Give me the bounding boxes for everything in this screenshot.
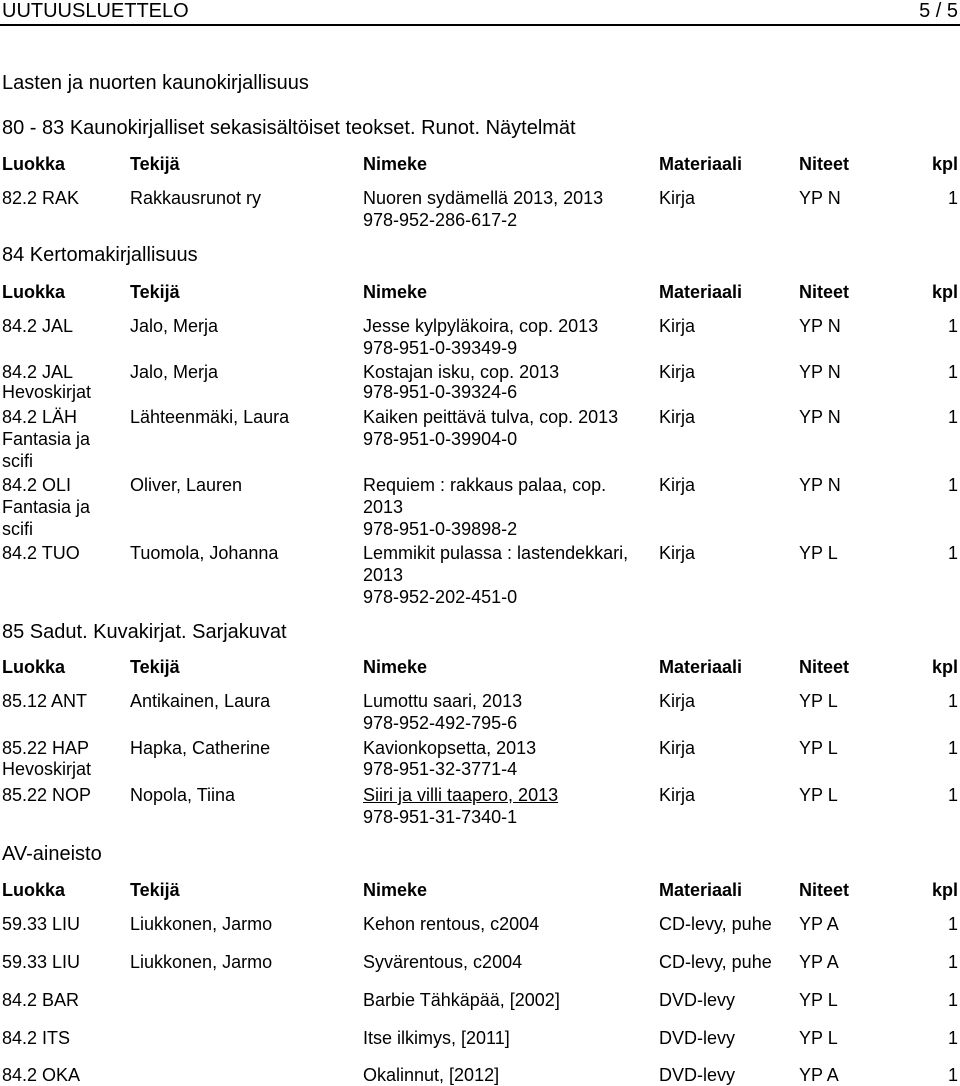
luokka: 84.2 ITS xyxy=(2,1028,71,1048)
luokka: 84.2 BAR xyxy=(2,990,80,1010)
nimeke: Kaiken peittävä tulva, cop. 2013 xyxy=(363,407,619,427)
col-kpl: kpl xyxy=(931,282,958,302)
col-materiaali: Materiaali xyxy=(659,282,743,302)
col-tekija: Tekijä xyxy=(130,282,180,302)
tekija: Jalo, Merja xyxy=(130,316,219,336)
isbn: 978-951-0-39349-9 xyxy=(363,338,518,358)
materiaali: Kirja xyxy=(659,362,696,382)
kpl: 1 xyxy=(947,691,958,711)
kpl: 1 xyxy=(947,738,958,758)
kpl: 1 xyxy=(947,543,958,563)
col-kpl: kpl xyxy=(931,657,958,677)
isbn: 978-952-202-451-0 xyxy=(363,587,518,607)
col-niteet: Niteet xyxy=(799,282,850,302)
tekija: Antikainen, Laura xyxy=(130,691,271,711)
col-nimeke: Nimeke xyxy=(363,657,428,677)
niteet: YP L xyxy=(799,691,838,711)
tekija: Jalo, Merja xyxy=(130,362,219,382)
isbn: 978-951-0-39324-6 xyxy=(363,382,518,402)
tekija: Lähteenmäki, Laura xyxy=(130,407,290,427)
materiaali: DVD-levy xyxy=(659,990,736,1010)
tekija: Nopola, Tiina xyxy=(130,785,236,805)
col-kpl: kpl xyxy=(931,880,958,900)
nimeke: Syvärentous, c2004 xyxy=(363,952,523,972)
luokka: 84.2 JAL xyxy=(2,362,74,382)
kpl: 1 xyxy=(947,362,958,382)
col-luokka: Luokka xyxy=(2,154,66,174)
col-luokka: Luokka xyxy=(2,657,66,677)
nimeke: Barbie Tähkäpää, [2002] xyxy=(363,990,560,1010)
niteet: YP L xyxy=(799,785,838,805)
nimeke: Requiem : rakkaus palaa, cop. xyxy=(363,475,607,495)
materiaali: Kirja xyxy=(659,738,696,758)
niteet: YP N xyxy=(799,362,841,382)
section-title: AV-aineisto xyxy=(2,843,102,865)
luokka: 84.2 OKA xyxy=(2,1065,81,1085)
tekija: Hapka, Catherine xyxy=(130,738,271,758)
section-title: 85 Sadut. Kuvakirjat. Sarjakuvat xyxy=(2,621,287,643)
col-materiaali: Materiaali xyxy=(659,880,743,900)
col-luokka: Luokka xyxy=(2,880,66,900)
col-tekija: Tekijä xyxy=(130,657,180,677)
isbn: 978-951-0-39904-0 xyxy=(363,429,518,449)
nimeke-cont: 2013 xyxy=(363,497,404,517)
kpl: 1 xyxy=(947,1028,958,1048)
col-luokka: Luokka xyxy=(2,282,66,302)
nimeke: Kehon rentous, c2004 xyxy=(363,914,540,934)
luokka: 85.12 ANT xyxy=(2,691,88,711)
materiaali: Kirja xyxy=(659,316,696,336)
tekija: Liukkonen, Jarmo xyxy=(130,914,273,934)
materiaali: Kirja xyxy=(659,691,696,711)
luokka: 59.33 LIU xyxy=(2,914,81,934)
tekija: Tuomola, Johanna xyxy=(130,543,279,563)
niteet: YP A xyxy=(799,914,839,934)
col-nimeke: Nimeke xyxy=(363,880,428,900)
nimeke: Lemmikit pulassa : lastendekkari, xyxy=(363,543,629,563)
materiaali: Kirja xyxy=(659,543,696,563)
kpl: 1 xyxy=(947,914,958,934)
materiaali: CD-levy, puhe xyxy=(659,952,772,972)
genre: Fantasia ja xyxy=(2,497,91,517)
nimeke: Okalinnut, [2012] xyxy=(363,1065,500,1085)
nimeke: Itse ilkimys, [2011] xyxy=(363,1028,510,1048)
kpl: 1 xyxy=(947,785,958,805)
materiaali: DVD-levy xyxy=(659,1028,736,1048)
nimeke: Nuoren sydämellä 2013, 2013 xyxy=(363,188,604,208)
materiaali: Kirja xyxy=(659,785,696,805)
materiaali: CD-levy, puhe xyxy=(659,914,772,934)
luokka: 84.2 OLI xyxy=(2,475,72,495)
genre: Hevoskirjat xyxy=(2,382,92,402)
nimeke: Jesse kylpyläkoira, cop. 2013 xyxy=(363,316,599,336)
niteet: YP L xyxy=(799,990,838,1010)
niteet: YP A xyxy=(799,1065,839,1085)
page-header xyxy=(0,0,960,24)
luokka: 84.2 LÄH xyxy=(2,407,78,427)
kpl: 1 xyxy=(947,407,958,427)
materiaali: DVD-levy xyxy=(659,1065,736,1085)
col-tekija: Tekijä xyxy=(130,154,180,174)
kpl: 1 xyxy=(947,990,958,1010)
niteet: YP N xyxy=(799,188,841,208)
col-kpl: kpl xyxy=(931,154,958,174)
col-nimeke: Nimeke xyxy=(363,282,428,302)
nimeke: Kostajan isku, cop. 2013 xyxy=(363,362,560,382)
isbn: 978-951-32-3771-4 xyxy=(363,759,518,779)
section-title: 80 - 83 Kaunokirjalliset sekasisältöiset teokset. Runot. Näytelmät xyxy=(2,117,576,139)
col-niteet: Niteet xyxy=(799,880,850,900)
niteet: YP N xyxy=(799,316,841,336)
luokka: 82.2 RAK xyxy=(2,188,80,208)
kpl: 1 xyxy=(947,1065,958,1085)
col-niteet: Niteet xyxy=(799,154,850,174)
tekija: Oliver, Lauren xyxy=(130,475,243,495)
niteet: YP L xyxy=(799,738,838,758)
isbn: 978-951-31-7340-1 xyxy=(363,807,518,827)
genre: Fantasia ja xyxy=(2,429,91,449)
catalog-title: UUTUUSLUETTELO xyxy=(2,0,189,22)
materiaali: Kirja xyxy=(659,407,696,427)
niteet: YP L xyxy=(799,543,838,563)
luokka: 84.2 TUO xyxy=(2,543,80,563)
isbn: 978-952-286-617-2 xyxy=(363,210,518,230)
nimeke-cont: 2013 xyxy=(363,565,404,585)
genre-cont: scifi xyxy=(2,451,33,471)
materiaali: Kirja xyxy=(659,475,696,495)
niteet: YP N xyxy=(799,407,841,427)
niteet: YP N xyxy=(799,475,841,495)
tekija: Rakkausrunot ry xyxy=(130,188,262,208)
nimeke: Siiri ja villi taapero, 2013 xyxy=(363,785,559,805)
genre-cont: scifi xyxy=(2,519,33,539)
audience-heading: Lasten ja nuorten kaunokirjallisuus xyxy=(2,72,309,94)
isbn: 978-951-0-39898-2 xyxy=(363,519,518,539)
genre: Hevoskirjat xyxy=(2,759,92,779)
section-title: 84 Kertomakirjallisuus xyxy=(2,244,198,266)
materiaali: Kirja xyxy=(659,188,696,208)
page-number: 5 / 5 xyxy=(919,0,958,22)
col-materiaali: Materiaali xyxy=(659,154,743,174)
nimeke: Kavionkopsetta, 2013 xyxy=(363,738,537,758)
tekija: Liukkonen, Jarmo xyxy=(130,952,273,972)
kpl: 1 xyxy=(947,316,958,336)
niteet: YP L xyxy=(799,1028,838,1048)
luokka: 85.22 NOP xyxy=(2,785,92,805)
kpl: 1 xyxy=(947,188,958,208)
luokka: 85.22 HAP xyxy=(2,738,90,758)
luokka: 84.2 JAL xyxy=(2,316,74,336)
luokka: 59.33 LIU xyxy=(2,952,81,972)
col-nimeke: Nimeke xyxy=(363,154,428,174)
nimeke: Lumottu saari, 2013 xyxy=(363,691,523,711)
niteet: YP A xyxy=(799,952,839,972)
col-materiaali: Materiaali xyxy=(659,657,743,677)
header-rule xyxy=(0,24,960,26)
kpl: 1 xyxy=(947,475,958,495)
kpl: 1 xyxy=(947,952,958,972)
col-niteet: Niteet xyxy=(799,657,850,677)
col-tekija: Tekijä xyxy=(130,880,180,900)
isbn: 978-952-492-795-6 xyxy=(363,713,518,733)
